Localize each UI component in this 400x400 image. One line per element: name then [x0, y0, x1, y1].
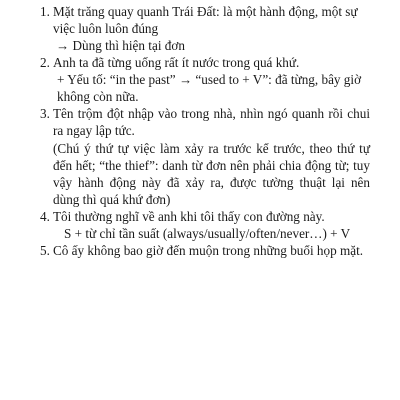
list-item-4	[40, 208, 370, 242]
item-text: Tên trộm đột nhập vào trong nhà, nhìn ngó quanh rồi chui ra ngay lập tức.	[53, 106, 370, 138]
item-number: 4.	[40, 209, 50, 224]
answer-list	[40, 3, 370, 259]
item-text: Tôi thường nghĩ về anh khi tôi thấy con đường này.	[53, 209, 325, 224]
item-number: 5.	[40, 243, 50, 258]
item-text: Mặt trăng quay quanh Trái Đất: là một hành động, một sự việc luôn luôn đúng	[53, 4, 358, 36]
item-note: → Dùng thì hiện tại đơn	[56, 38, 185, 53]
item-note: (Chú ý thứ tự việc làm xảy ra trước kể trước, theo thứ tự đến hết; “the thief”: danh từ đơn nên phải chia động từ; tuy vậy hành động này đã xảy ra, được tường thuật lại nên dùng thì quá khứ đơn)	[53, 141, 370, 207]
list-item-5	[40, 242, 370, 259]
list-item-1	[40, 3, 370, 54]
item-number: 2.	[40, 55, 50, 70]
item-note: S + từ chỉ tần suất (always/usually/often/never…) + V	[64, 226, 351, 241]
item-number: 3.	[40, 106, 50, 121]
item-note: + Yếu tố: “in the past” → “used to + V”: đã từng, bây giờ không còn nữa.	[57, 72, 362, 104]
item-text: Anh ta đã từng uống rất ít nước trong quá khứ.	[53, 55, 300, 70]
list-item-2	[40, 54, 370, 105]
list-item-3	[40, 105, 370, 208]
item-text: Cô ấy không bao giờ đến muộn trong những buổi họp mặt.	[53, 243, 364, 258]
item-number: 1.	[40, 4, 50, 19]
